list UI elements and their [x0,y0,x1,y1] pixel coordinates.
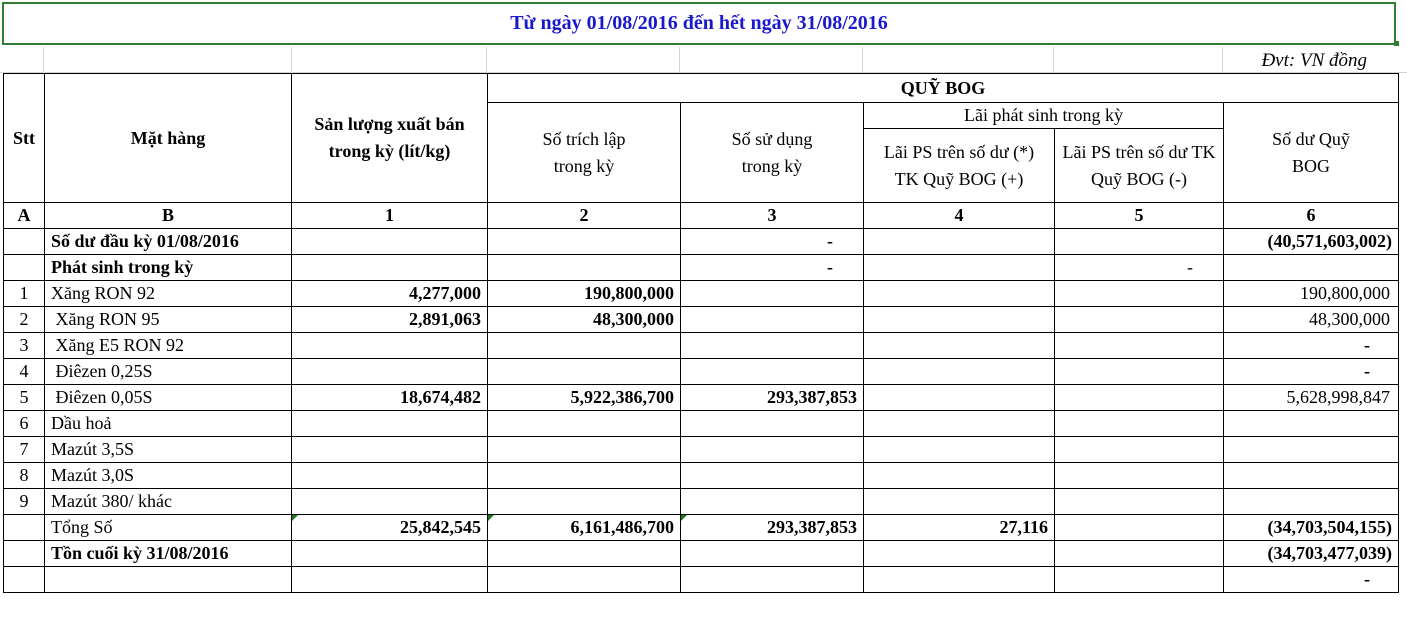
opening-c3[interactable]: - [681,229,864,255]
opening-label[interactable]: Số dư đầu kỳ 01/08/2016 [45,229,292,255]
currency-unit-label: Đvt: VN đồng [1261,50,1367,71]
report-title: Từ ngày 01/08/2016 đến hết ngày 31/08/2016 [510,12,888,34]
item-name[interactable]: Mazút 3,5S [45,437,292,463]
table-row [4,437,1399,463]
item-stt[interactable]: 3 [4,333,45,359]
cell[interactable] [292,541,488,567]
col-code-6: 6 [1224,203,1399,229]
item-c3[interactable] [681,307,864,333]
spreadsheet-grid-row [0,47,1407,73]
item-c6[interactable]: 48,300,000 [1224,307,1399,333]
item-c4[interactable] [864,489,1055,515]
table-row [4,385,1399,411]
table-row [4,489,1399,515]
item-c1[interactable] [292,489,488,515]
closing-balance[interactable]: (34,703,477,039) [1224,541,1399,567]
item-name[interactable]: Xăng RON 92 [45,281,292,307]
cell[interactable] [292,255,488,281]
item-c1[interactable] [292,437,488,463]
header-lai-ps-tru: Lãi PS trên số dư TK Quỹ BOG (-) [1055,129,1224,203]
cell[interactable] [488,229,681,255]
cell[interactable] [4,515,45,541]
header-so-du: Số dư Quỹ BOG [1224,103,1399,203]
item-c6[interactable] [1224,411,1399,437]
header-quy-bog: QUỸ BOG [488,74,1399,103]
item-c2[interactable] [488,411,681,437]
item-c2[interactable] [488,489,681,515]
item-c4[interactable] [864,359,1055,385]
col-code-1: 1 [292,203,488,229]
item-c3[interactable] [681,359,864,385]
total-balance[interactable]: (34,703,504,155) [1224,515,1399,541]
cell[interactable] [1055,541,1224,567]
cell[interactable] [4,567,45,593]
header-lai-ps-cong: Lãi PS trên số dư (*) TK Quỹ BOG (+) [864,129,1055,203]
total-c3[interactable]: 293,387,853 [681,515,864,541]
item-c5[interactable] [1055,281,1224,307]
item-c5[interactable] [1055,437,1224,463]
item-c5[interactable] [1055,411,1224,437]
item-name[interactable]: Mazút 380/ khác [45,489,292,515]
item-c5[interactable] [1055,489,1224,515]
item-name[interactable]: Xăng E5 RON 92 [45,333,292,359]
total-label[interactable]: Tổng Số [45,515,292,541]
col-code-b: B [45,203,292,229]
item-c4[interactable] [864,333,1055,359]
item-c3[interactable] [681,489,864,515]
cell[interactable] [4,255,45,281]
header-lai-phat-sinh: Lãi phát sinh trong kỳ [864,103,1224,129]
item-c5[interactable] [1055,307,1224,333]
item-c2[interactable]: 5,922,386,700 [488,385,681,411]
col-code-5: 5 [1055,203,1224,229]
total-c4[interactable]: 27,116 [864,515,1055,541]
cell[interactable] [1055,515,1224,541]
item-c4[interactable] [864,437,1055,463]
cell[interactable] [1055,567,1224,593]
total-c2[interactable]: 6,161,486,700 [488,515,681,541]
item-c1[interactable]: 2,891,063 [292,307,488,333]
col-code-a: A [4,203,45,229]
item-c6[interactable]: 5,628,998,847 [1224,385,1399,411]
cell[interactable] [488,567,681,593]
item-c4[interactable] [864,281,1055,307]
table-row [4,463,1399,489]
col-code-4: 4 [864,203,1055,229]
phat-sinh-row [4,255,1399,281]
item-stt[interactable]: 2 [4,307,45,333]
item-stt[interactable]: 9 [4,489,45,515]
header-san-luong: Sản lượng xuất bán trong kỳ (lít/kg) [292,74,488,203]
item-c6[interactable] [1224,463,1399,489]
col-code-2: 2 [488,203,681,229]
cell[interactable] [1224,255,1399,281]
header-row [4,74,1399,103]
item-name[interactable]: Điêzen 0,25S [45,359,292,385]
item-c6[interactable] [1224,437,1399,463]
column-code-row [4,203,1399,229]
cell[interactable] [864,567,1055,593]
table-row [4,359,1399,385]
item-c1[interactable] [292,333,488,359]
header-so-su-dung: Số sử dụng trong kỳ [681,103,864,203]
item-name[interactable]: Điêzen 0,05S [45,385,292,411]
closing-balance-row [4,541,1399,567]
phat-sinh-label[interactable]: Phát sinh trong kỳ [45,255,292,281]
cell[interactable] [4,541,45,567]
item-stt[interactable]: 1 [4,281,45,307]
cell[interactable] [488,541,681,567]
gridline [486,47,487,73]
phat-sinh-c5[interactable]: - [1055,255,1224,281]
cell[interactable] [292,229,488,255]
item-c6[interactable]: - [1224,333,1399,359]
table-row [4,307,1399,333]
table-row [4,281,1399,307]
phat-sinh-c3[interactable]: - [681,255,864,281]
item-c2[interactable] [488,359,681,385]
cell[interactable] [681,541,864,567]
item-c1[interactable]: 4,277,000 [292,281,488,307]
cell[interactable] [864,255,1055,281]
item-c3[interactable]: 293,387,853 [681,385,864,411]
item-c2[interactable] [488,463,681,489]
total-row [4,515,1399,541]
opening-balance[interactable]: (40,571,603,002) [1224,229,1399,255]
item-stt[interactable]: 5 [4,385,45,411]
item-name[interactable]: Xăng RON 95 [45,307,292,333]
table-row [4,411,1399,437]
item-c2[interactable]: 48,300,000 [488,307,681,333]
cell[interactable] [1055,229,1224,255]
trailing-c6[interactable]: - [1224,567,1399,593]
item-c3[interactable] [681,437,864,463]
item-c5[interactable] [1055,359,1224,385]
bog-fund-report-table [3,73,1399,593]
trailing-row [4,567,1399,593]
item-c4[interactable] [864,385,1055,411]
col-code-3: 3 [681,203,864,229]
gridline [1222,47,1223,73]
item-stt[interactable]: 6 [4,411,45,437]
cell[interactable] [864,229,1055,255]
gridline [862,47,863,73]
item-c6[interactable]: - [1224,359,1399,385]
gridline [43,47,44,73]
item-c1[interactable]: 18,674,482 [292,385,488,411]
item-c5[interactable] [1055,333,1224,359]
item-c2[interactable] [488,333,681,359]
item-c5[interactable] [1055,463,1224,489]
cell[interactable] [292,567,488,593]
header-so-trich-lap: Số trích lập trong kỳ [488,103,681,203]
item-c3[interactable] [681,281,864,307]
item-name[interactable]: Mazút 3,0S [45,463,292,489]
cell[interactable] [4,229,45,255]
header-mat-hang: Mặt hàng [45,74,292,203]
total-c1[interactable]: 25,842,545 [292,515,488,541]
item-c3[interactable] [681,463,864,489]
item-name[interactable]: Dầu hoả [45,411,292,437]
report-title-cell[interactable] [2,2,1396,45]
cell[interactable] [488,255,681,281]
cell[interactable] [45,567,292,593]
closing-label[interactable]: Tồn cuối kỳ 31/08/2016 [45,541,292,567]
item-c2[interactable] [488,437,681,463]
item-c1[interactable] [292,411,488,437]
gridline [679,47,680,73]
item-c1[interactable] [292,463,488,489]
item-c4[interactable] [864,411,1055,437]
item-stt[interactable]: 4 [4,359,45,385]
item-c4[interactable] [864,307,1055,333]
opening-balance-row [4,229,1399,255]
item-c1[interactable] [292,359,488,385]
item-stt[interactable]: 8 [4,463,45,489]
cell[interactable] [681,567,864,593]
item-c3[interactable] [681,333,864,359]
item-c6[interactable] [1224,489,1399,515]
selection-fill-handle[interactable] [1394,41,1399,46]
item-c4[interactable] [864,463,1055,489]
cell[interactable] [864,541,1055,567]
gridline [1053,47,1054,73]
header-stt: Stt [4,74,45,203]
item-c6[interactable]: 190,800,000 [1224,281,1399,307]
gridline [291,47,292,73]
table-row [4,333,1399,359]
item-c5[interactable] [1055,385,1224,411]
item-c2[interactable]: 190,800,000 [488,281,681,307]
item-stt[interactable]: 7 [4,437,45,463]
item-c3[interactable] [681,411,864,437]
